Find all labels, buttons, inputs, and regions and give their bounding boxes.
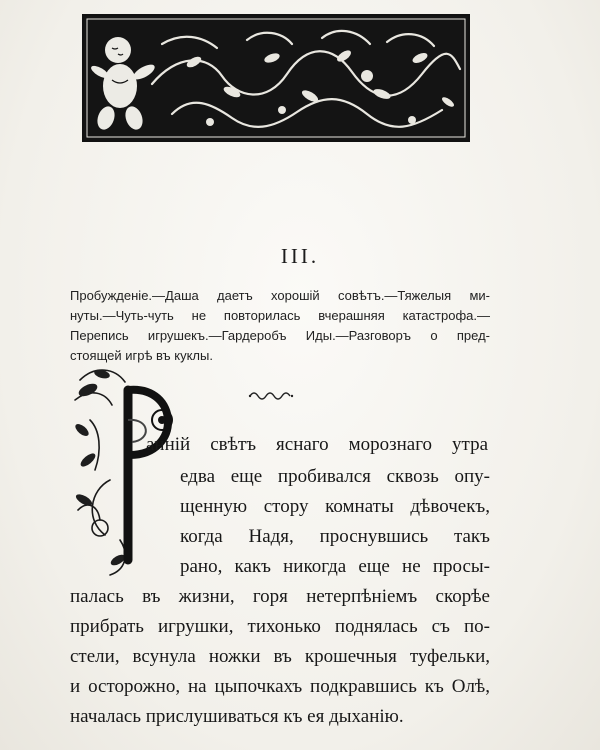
body-line: стели, всунула ножки въ крошечныя туфельки,: [70, 646, 490, 667]
body-line: когда Надя, проснувшись такъ: [180, 526, 490, 547]
summary-line: Перепись игрушекъ.—Гардеробъ Иды.—Разговоръ о пред-: [70, 328, 490, 343]
chapter-number: III.: [280, 244, 320, 268]
body-line: щенную стору комнаты дѣвочекъ,: [180, 496, 490, 517]
summary-line: нуты.—Чуть-чуть не повторилась вчерашняя катастрофа.—: [70, 308, 490, 323]
chapter-summary: [70, 286, 490, 366]
body-line: рано, какъ никогда еще не просы-: [180, 556, 490, 577]
body-line: началась прислушиваться къ ея дыханію.: [70, 706, 404, 727]
body-line: прибрать игрушки, тихонько поднялась съ по-: [70, 616, 490, 637]
summary-line: стоящей игрѣ въ куклы.: [70, 348, 213, 363]
body-line: анній свѣтъ яснаго морознаго утра: [146, 434, 488, 455]
body-line: едва еще пробивался сквозь опу-: [180, 466, 490, 487]
body-line: палась въ жизни, горя нетерпѣніемъ скорѣе: [70, 586, 490, 607]
summary-line: Пробужденіе.—Даша даетъ хорошій совѣтъ.—Тяжелыя ми-: [70, 288, 490, 303]
floral-headpiece-icon: [82, 14, 470, 142]
wavy-divider-icon: [248, 388, 294, 404]
body-line: и осторожно, на цыпочкахъ подкравшись къ Олѣ,: [70, 676, 490, 697]
drop-cap-initial-icon: [70, 360, 182, 580]
